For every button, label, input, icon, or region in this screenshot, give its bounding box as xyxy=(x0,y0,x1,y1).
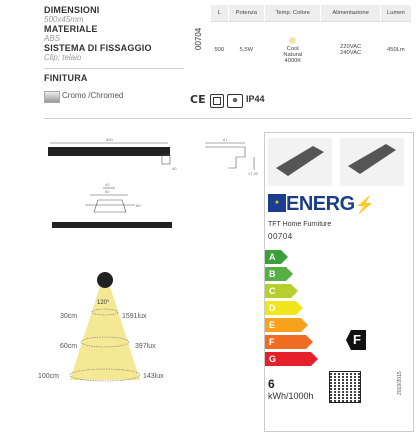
dim-label-500: 500 xyxy=(106,137,113,142)
energy-brand xyxy=(286,193,374,216)
energy-class-f: F xyxy=(265,335,306,349)
spec-list xyxy=(44,5,152,62)
light-beam xyxy=(70,280,140,380)
distance-100: 100cm xyxy=(38,373,60,380)
dim-label-40b: 40 xyxy=(105,182,110,187)
energy-class-a: A xyxy=(265,250,281,264)
kwh-value: 6 xyxy=(268,377,275,391)
energy-class-e: E xyxy=(265,318,301,332)
temp-line-2: Natural xyxy=(283,51,303,58)
code-cell xyxy=(190,22,211,79)
ce-mark: CE xyxy=(190,93,206,106)
light-source-icon xyxy=(97,272,113,288)
spec-title-dimensions: DIMENSIONI xyxy=(44,5,100,15)
table-corner xyxy=(190,5,211,22)
supply-line-2: 240VAC xyxy=(340,50,362,56)
clip-outline xyxy=(162,155,170,164)
dim-label-67: 67 xyxy=(223,137,228,142)
finish-value: Cromo /Chromed xyxy=(62,91,124,100)
finish-title: FINITURA xyxy=(44,73,88,83)
energy-class-g: G xyxy=(265,352,311,366)
chrome-swatch xyxy=(44,91,60,103)
lux-60: 397lux xyxy=(135,343,156,350)
technical-drawing xyxy=(40,130,270,245)
bracket-outline xyxy=(94,200,126,212)
supply-line-1: 220VAC xyxy=(340,44,362,50)
lux-30: 1591lux xyxy=(122,313,147,320)
temp-line-3: 4000K xyxy=(284,57,302,64)
eu-flag-icon: ★ xyxy=(268,194,286,212)
cell-color-temp xyxy=(265,22,321,79)
dim-label-40: 40 xyxy=(172,166,177,171)
class-ii-icon xyxy=(210,94,224,108)
spec-value-dimensions: 500x45mm xyxy=(44,15,84,24)
header-supply: Alimentazione xyxy=(321,5,380,22)
kwh-unit: kWh/1000h xyxy=(268,391,314,401)
header-l: L xyxy=(211,5,229,22)
bolt-icon: ⚡ xyxy=(354,197,375,214)
regulation: 2019/2015 xyxy=(397,371,403,395)
distance-30: 30cm xyxy=(60,313,78,320)
dim-label-60: 60 xyxy=(105,189,110,194)
energy-class-c: C xyxy=(265,284,291,298)
bulb-icon xyxy=(289,37,296,44)
energy-brand-text: ENERG xyxy=(286,193,355,215)
model-code: 00704 xyxy=(268,232,293,241)
lamp-mounted-view xyxy=(52,222,172,228)
lamp-side-view xyxy=(205,147,245,168)
cell-supply xyxy=(321,22,380,79)
spec-title-mounting: SISTEMA DI FISSAGGIO xyxy=(44,43,152,53)
cell-lumen: 450Lm xyxy=(380,22,411,79)
header-lumen: Lumen xyxy=(380,5,411,22)
lamp-front-view xyxy=(48,147,170,156)
spec-value-mounting: Clip; telaio xyxy=(44,53,82,62)
dim-label-1730: 17,30 xyxy=(248,171,259,176)
dim-label-80: 80 xyxy=(136,203,141,208)
spec-table xyxy=(190,5,412,78)
light-cone-diagram xyxy=(60,268,150,388)
divider xyxy=(44,118,412,119)
energy-class-d: D xyxy=(265,301,296,315)
rating-letter: F xyxy=(353,332,361,347)
cell-l: 500 xyxy=(211,22,229,79)
lamp-symbol-icon: ⊛ xyxy=(227,94,243,108)
temp-line-1: Cool xyxy=(286,45,299,52)
spec-title-material: MATERIALE xyxy=(44,24,98,34)
ip-rating: IP44 xyxy=(246,94,265,104)
divider xyxy=(44,68,184,69)
header-power: Potenza xyxy=(228,5,265,22)
cell-power: 5,5W xyxy=(228,22,265,79)
spec-value-material: ABS xyxy=(44,34,61,43)
product-code: 00704 xyxy=(194,27,203,50)
supplier-name: TFT Home Furniture xyxy=(268,221,332,228)
distance-60: 60cm xyxy=(60,343,78,350)
lux-100: 143lux xyxy=(143,373,164,380)
header-color-temp: Temp. Colore xyxy=(265,5,321,22)
energy-class-b: B xyxy=(265,267,286,281)
beam-angle: 120° xyxy=(97,300,110,306)
lamp-illustrations xyxy=(268,138,408,188)
qr-code-icon xyxy=(329,371,361,403)
table-row xyxy=(190,22,412,79)
